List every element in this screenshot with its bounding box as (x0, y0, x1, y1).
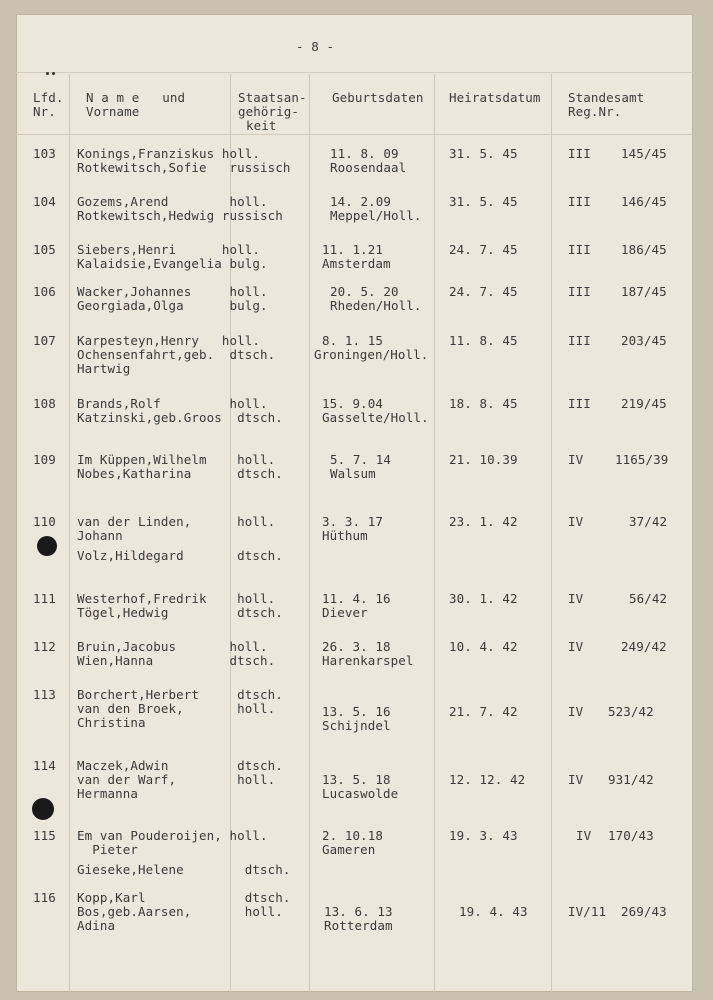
column-rule (309, 74, 310, 992)
column-rule (551, 74, 552, 992)
entry-name-line: Nobes,Katharina dtsch. (77, 466, 283, 481)
entry-birth-date: 11. 8. 09 (330, 146, 399, 161)
entry-office: III (568, 396, 591, 411)
entry-name-line: Christina (77, 715, 146, 730)
entry-office: IV (568, 591, 584, 606)
entry-nr: 110 (33, 514, 56, 529)
entry-birth-place: Lucaswolde (322, 786, 399, 801)
entry-marriage-date: 19. 4. 43 (459, 904, 528, 919)
entry-office: IV (568, 452, 584, 467)
header-staat: gehörig- (238, 104, 300, 119)
entry-office: IV (568, 514, 584, 529)
entry-birth-date: 2. 10.18 (322, 828, 384, 843)
entry-nr: 112 (33, 639, 56, 654)
entry-marriage-date: 31. 5. 45 (449, 194, 518, 209)
entry-birth-place: Gameren (322, 842, 376, 857)
entry-reg-nr: 523/42 (608, 704, 654, 719)
entry-birth-place: Hüthum (322, 528, 368, 543)
entry-name-line: van der Linden, holl. (77, 514, 276, 529)
entry-name-line: Hartwig (77, 361, 131, 376)
header-regnr: Reg.Nr. (568, 104, 622, 119)
header-lfd: Lfd. (33, 90, 64, 105)
entry-office: III (568, 194, 591, 209)
entry-reg-nr: 931/42 (608, 772, 654, 787)
entry-office: IV (576, 828, 592, 843)
entry-reg-nr: 37/42 (629, 514, 668, 529)
entry-office: IV/11 (568, 904, 607, 919)
entry-office: IV (568, 639, 584, 654)
entry-marriage-date: 24. 7. 45 (449, 284, 518, 299)
entry-nr: 115 (33, 828, 56, 843)
punch-hole (32, 798, 54, 820)
entry-birth-date: 13. 6. 13 (324, 904, 393, 919)
entry-nr: 113 (33, 687, 56, 702)
entry-name-line: Wacker,Johannes holl. (77, 284, 268, 299)
entry-birth-place: Rotterdam (324, 918, 393, 933)
entry-marriage-date: 31. 5. 45 (449, 146, 518, 161)
entry-nr: 114 (33, 758, 56, 773)
entry-nr: 104 (33, 194, 56, 209)
entry-name-line: Ochensenfahrt,geb. dtsch. (77, 347, 276, 362)
entry-name-line: Siebers,Henri holl. (77, 242, 261, 257)
entry-reg-nr: 146/45 (621, 194, 667, 209)
entry-birth-place: Schijndel (322, 718, 391, 733)
header-standesamt: Standesamt (568, 90, 645, 105)
entry-birth-place: Walsum (330, 466, 376, 481)
entry-name-line: Adina (77, 918, 116, 933)
entry-birth-date: 5. 7. 14 (330, 452, 392, 467)
ink-dot (52, 72, 55, 75)
entry-nr: 105 (33, 242, 56, 257)
header-name: N a m e und (86, 90, 186, 105)
entry-birth-date: 11. 4. 16 (322, 591, 391, 606)
entry-birth-place: Groningen/Holl. (314, 347, 429, 362)
entry-reg-nr: 203/45 (621, 333, 667, 348)
header-heirat: Heiratsdatum (449, 90, 541, 105)
entry-name-line: Gozems,Arend holl. (77, 194, 268, 209)
entry-name-line: Bos,geb.Aarsen, holl. (77, 904, 283, 919)
entry-marriage-date: 30. 1. 42 (449, 591, 518, 606)
column-rule (69, 74, 70, 992)
entry-birth-place: Diever (322, 605, 368, 620)
entry-nr: 107 (33, 333, 56, 348)
entry-nr: 116 (33, 890, 56, 905)
entry-name-line: Wien,Hanna dtsch. (77, 653, 276, 668)
entry-office: III (568, 284, 591, 299)
entry-name-line: Gieseke,Helene dtsch. (77, 862, 291, 877)
entry-birth-date: 13. 5. 18 (322, 772, 391, 787)
entry-name-line: Borchert,Herbert dtsch. (77, 687, 283, 702)
entry-nr: 109 (33, 452, 56, 467)
entry-name-line: Johann (77, 528, 123, 543)
entry-marriage-date: 24. 7. 45 (449, 242, 518, 257)
entry-name-line: Im Küppen,Wilhelm holl. (77, 452, 276, 467)
entry-birth-date: 11. 1.21 (322, 242, 384, 257)
entry-office: IV (568, 704, 584, 719)
entry-birth-date: 26. 3. 18 (322, 639, 391, 654)
entry-marriage-date: 21. 10.39 (449, 452, 518, 467)
entry-name-line: Rotkewitsch,Sofie russisch (77, 160, 291, 175)
entry-office: III (568, 333, 591, 348)
entry-birth-date: 13. 5. 16 (322, 704, 391, 719)
entry-reg-nr: 56/42 (629, 591, 668, 606)
entry-birth-date: 20. 5. 20 (330, 284, 399, 299)
entry-reg-nr: 1165/39 (615, 452, 669, 467)
entry-birth-date: 8. 1. 15 (322, 333, 384, 348)
header-rule (16, 134, 693, 135)
entry-marriage-date: 11. 8. 45 (449, 333, 518, 348)
entry-reg-nr: 249/42 (621, 639, 667, 654)
entry-name-line: Bruin,Jacobus holl. (77, 639, 268, 654)
entry-reg-nr: 219/45 (621, 396, 667, 411)
entry-office: III (568, 146, 591, 161)
page-number: - 8 - (296, 39, 335, 54)
punch-hole (37, 536, 57, 556)
header-rule (16, 72, 693, 73)
entry-birth-date: 15. 9.04 (322, 396, 384, 411)
entry-birth-date: 3. 3. 17 (322, 514, 384, 529)
entry-marriage-date: 19. 3. 43 (449, 828, 518, 843)
entry-nr: 108 (33, 396, 56, 411)
entry-office: III (568, 242, 591, 257)
entry-birth-date: 14. 2.09 (330, 194, 392, 209)
entry-reg-nr: 170/43 (608, 828, 654, 843)
document-page (16, 14, 693, 992)
entry-name-line: Katzinski,geb.Groos dtsch. (77, 410, 283, 425)
entry-nr: 111 (33, 591, 56, 606)
entry-name-line: Pieter (77, 842, 139, 857)
entry-reg-nr: 187/45 (621, 284, 667, 299)
entry-office: IV (568, 772, 584, 787)
entry-name-line: Georgiada,Olga bulg. (77, 298, 268, 313)
entry-name-line: Brands,Rolf holl. (77, 396, 268, 411)
column-rule (434, 74, 435, 992)
entry-name-line: Westerhof,Fredrik holl. (77, 591, 276, 606)
entry-marriage-date: 18. 8. 45 (449, 396, 518, 411)
entry-marriage-date: 23. 1. 42 (449, 514, 518, 529)
entry-reg-nr: 269/43 (621, 904, 667, 919)
entry-marriage-date: 10. 4. 42 (449, 639, 518, 654)
entry-name-line: Em van Pouderoijen, holl. (77, 828, 268, 843)
entry-name-line: van der Warf, holl. (77, 772, 276, 787)
entry-nr: 103 (33, 146, 56, 161)
entry-nr: 106 (33, 284, 56, 299)
entry-name-line: Hermanna (77, 786, 139, 801)
entry-name-line: Kalaidsie,Evangelia bulg. (77, 256, 268, 271)
entry-birth-place: Amsterdam (322, 256, 391, 271)
ink-dot (46, 72, 49, 75)
entry-birth-place: Harenkarspel (322, 653, 414, 668)
entry-birth-place: Roosendaal (330, 160, 407, 175)
entry-marriage-date: 21. 7. 42 (449, 704, 518, 719)
entry-reg-nr: 186/45 (621, 242, 667, 257)
entry-name-line: Kopp,Karl dtsch. (77, 890, 291, 905)
entry-name-line: Konings,Franziskus holl. (77, 146, 261, 161)
header-vorname: Vorname (86, 104, 140, 119)
entry-birth-place: Rheden/Holl. (330, 298, 422, 313)
header-geburt: Geburtsdaten (332, 90, 424, 105)
entry-birth-place: Gasselte/Holl. (322, 410, 429, 425)
entry-marriage-date: 12. 12. 42 (449, 772, 526, 787)
header-staat: Staatsan- (238, 90, 307, 105)
header-staat: keit (246, 118, 277, 133)
entry-name-line: Karpesteyn,Henry holl. (77, 333, 261, 348)
header-nr: Nr. (33, 104, 56, 119)
entry-name-line: van den Broek, holl. (77, 701, 276, 716)
entry-reg-nr: 145/45 (621, 146, 667, 161)
entry-name-line: Rotkewitsch,Hedwig russisch (77, 208, 283, 223)
entry-name-line: Volz,Hildegard dtsch. (77, 548, 283, 563)
entry-name-line: Maczek,Adwin dtsch. (77, 758, 283, 773)
entry-name-line: Tögel,Hedwig dtsch. (77, 605, 283, 620)
entry-birth-place: Meppel/Holl. (330, 208, 422, 223)
